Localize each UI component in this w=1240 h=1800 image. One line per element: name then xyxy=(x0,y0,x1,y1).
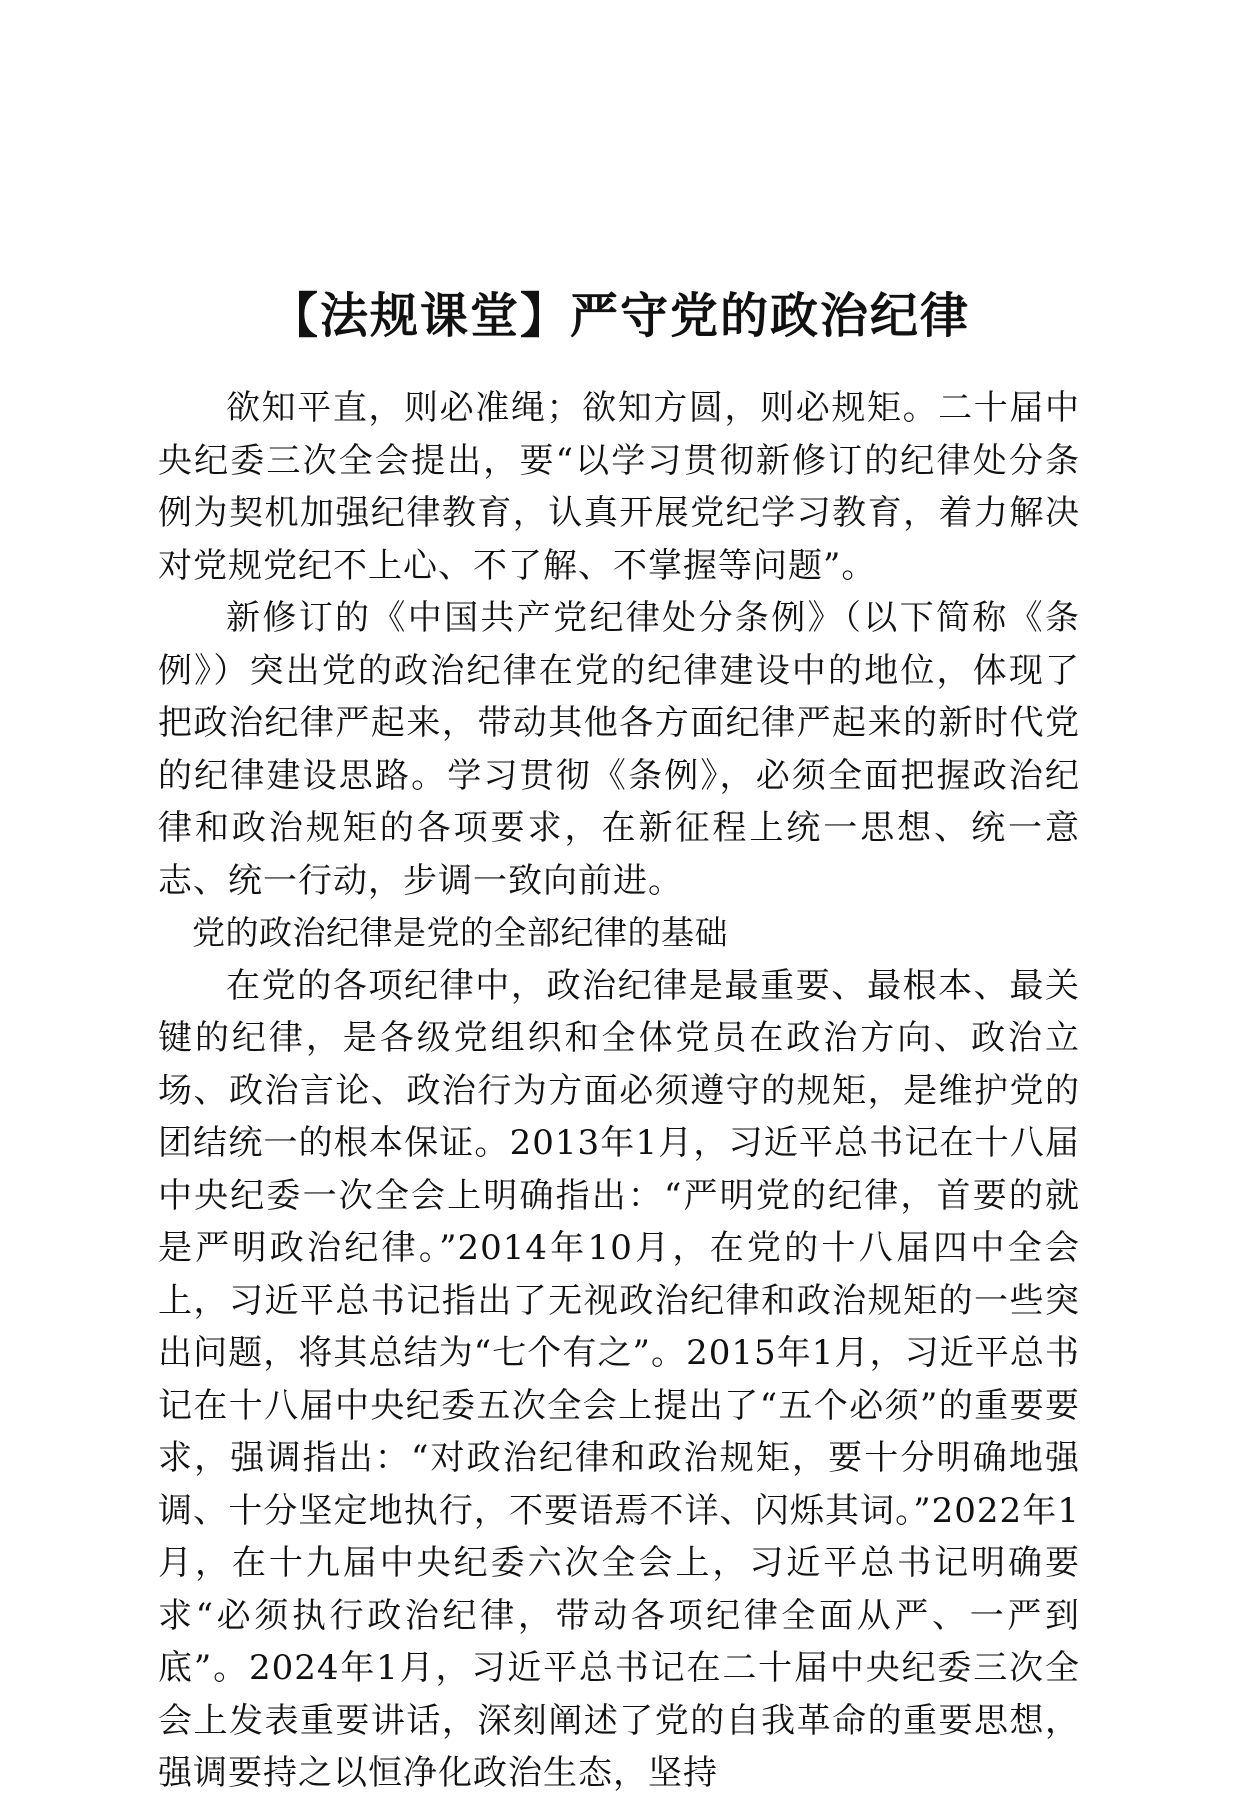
paragraph-intro: 欲知平直，则必准绳；欲知方圆，则必规矩。二十届中央纪委三次全会提出，要“以学习贯彻新修订的纪律处分条例为契机加强纪律教育，认真开展党纪学习教育，着力解决对党规党纪不上心、不了解、不掌握等问题”。 xyxy=(158,388,1080,586)
paragraph-political-discipline: 在党的各项纪律中，政治纪律是最重要、最根本、最关键的纪律，是各级党组织和全体党员在政治方向、政治立场、政治言论、政治行为方面必须遵守的规矩，是维护党的团结统一的根本保证。2013年1月，习近平总书记在十八届中央纪委一次全会上明确指出：“严明党的纪律，首要的就是严明政治纪律。”2014年10月，在党的十八届四中全会上，习近平总书记指出了无视政治纪律和政治规矩的一些突出问题，将其总结为“七个有之”。2015年1月，习近平总书记在十八届中央纪委五次全会上提出了“五个必须”的重要要求，强调指出：“对政治纪律和政治规矩，要十分明确地强调、十分坚定地执行，不要语焉不详、闪烁其词。”2022年1月，在十九届中央纪委六次全会上，习近平总书记明确要求“必须执行政治纪律，带动各项纪律全面从严、一严到底”。2024年1月，习近平总书记在二十届中央纪委三次全会上发表重要讲话，深刻阐述了党的自我革命的重要思想，强调要持之以恒净化政治生态，坚持 xyxy=(158,965,1080,1793)
document-title: 【法规课堂】严守党的政治纪律 xyxy=(269,288,970,345)
section-heading: 党的政治纪律是党的全部纪律的基础 xyxy=(192,913,728,952)
paragraph-regulation: 新修订的《中国共产党纪律处分条例》（以下简称《条例》）突出党的政治纪律在党的纪律建设中的地位，体现了把政治纪律严起来，带动其他各方面纪律严起来的新时代党的纪律建设思路。学习贯彻《条例》，必须全面把握政治纪律和政治规矩的各项要求，在新征程上统一思想、统一意志、统一行动，步调一致向前进。 xyxy=(158,598,1080,901)
document-body xyxy=(158,382,1080,1800)
